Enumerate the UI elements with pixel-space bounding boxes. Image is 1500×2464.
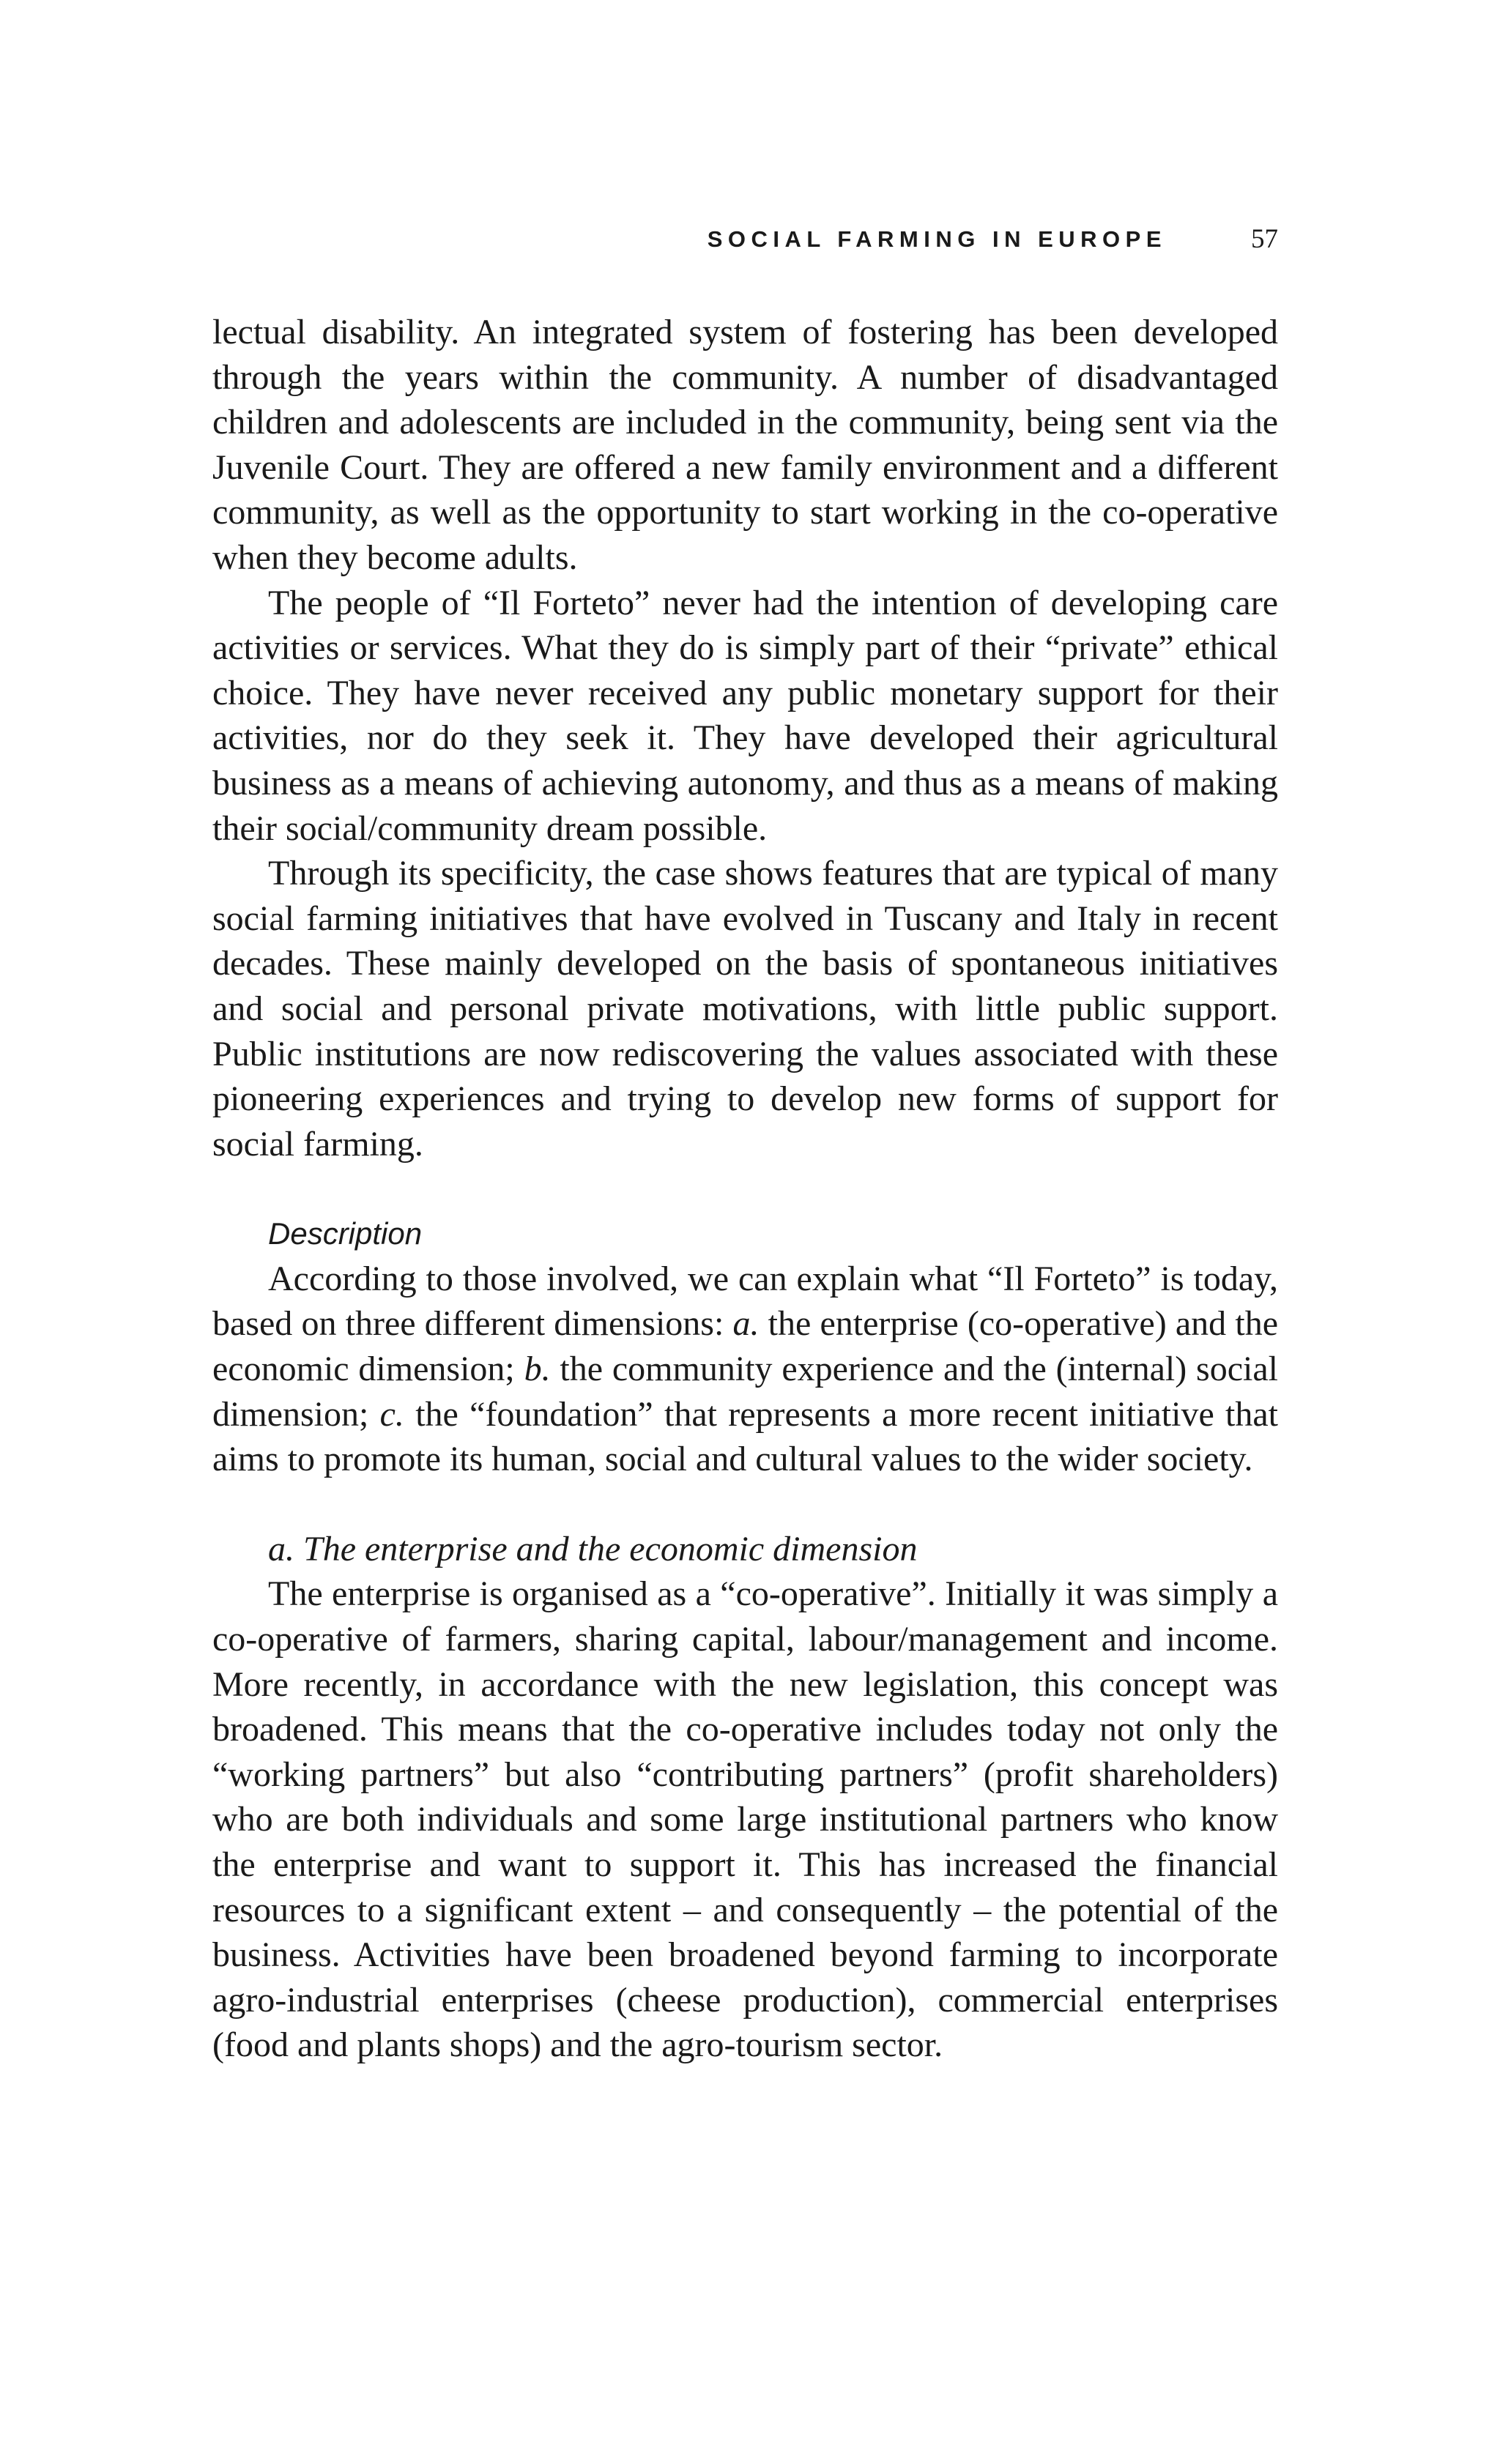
- running-title: SOCIAL FARMING IN EUROPE: [707, 226, 1167, 252]
- dimensions-text-3: the community experience and the (internal) social dimension;: [212, 1350, 1278, 1434]
- paragraph-dimensions: [212, 1257, 1278, 1482]
- paragraph-specificity: Through its specificity, the case shows features that are typical of many social farming initiatives that have evolved in Tuscany and Italy in recent decades. These mainly developed on the basis of spontaneous initiatives and social and personal private motivations, with little public support. Public institutions are now rediscovering the values associated with these pioneering experiences and trying to develop new forms of support for social farming.: [212, 854, 1278, 1164]
- paragraph-il-forteto-intention: The people of “Il Forteto” never had the intention of developing care activities or services. What they do is simply part of their “private” ethical choice. They have never received any public monetary support for their activities, nor do they seek it. They have developed their agricultural business as a means of achieving autonomy, and thus as a means of making their social/community dream possible.: [212, 583, 1278, 848]
- dimension-marker-c: c.: [379, 1394, 404, 1434]
- dimensions-text-1: According to those involved, we can explain what “Il Forteto” is today, based on three different dimensions:: [212, 1259, 1278, 1344]
- paragraph-enterprise: The enterprise is organised as a “co-operative”. Initially it was simply a co-operative of farmers, sharing capital, labour/management and income. More recently, in accordance with the new legislation, this concept was broadened. This means that the co-operative includes today not only the “working partners” but also “contributing partners” (profit shareholders) who are both individuals and some large institutional partners who know the enterprise and want to support it. This has increased the financial resources to a significant extent – and consequently – the potential of the business. Activities have been broadened beyond farming to incorporate agro-industrial enterprises (cheese production), commercial enterprises (food and plants shops) and the agro-tourism sector.: [212, 1574, 1278, 2065]
- dimension-marker-a: a.: [732, 1304, 760, 1344]
- page-number: 57: [1251, 224, 1278, 254]
- running-header: [212, 223, 1278, 260]
- dimensions-text-4: the “foundation” that represents a more recent initiative that aims to promote its human, social and cultural values to the wider society.: [212, 1394, 1279, 1479]
- subheading-enterprise: a. The enterprise and the economic dimension: [268, 1529, 918, 1568]
- dimensions-text-2: the enterprise (co-operative) and the economic dimension;: [212, 1304, 1278, 1389]
- dimension-marker-b: b.: [524, 1350, 551, 1389]
- subheading-description: Description: [268, 1216, 423, 1251]
- body-text: [212, 310, 1278, 2068]
- paragraph-continued: lectual disability. An integrated system of fostering has been developed through the years within the community. A number of disadvantaged children and adolescents are included in the community, being sent via the Juvenile Court. They are offered a new family environment and a different community, as well as the opportunity to start working in the co-operative when they become adults.: [212, 313, 1278, 577]
